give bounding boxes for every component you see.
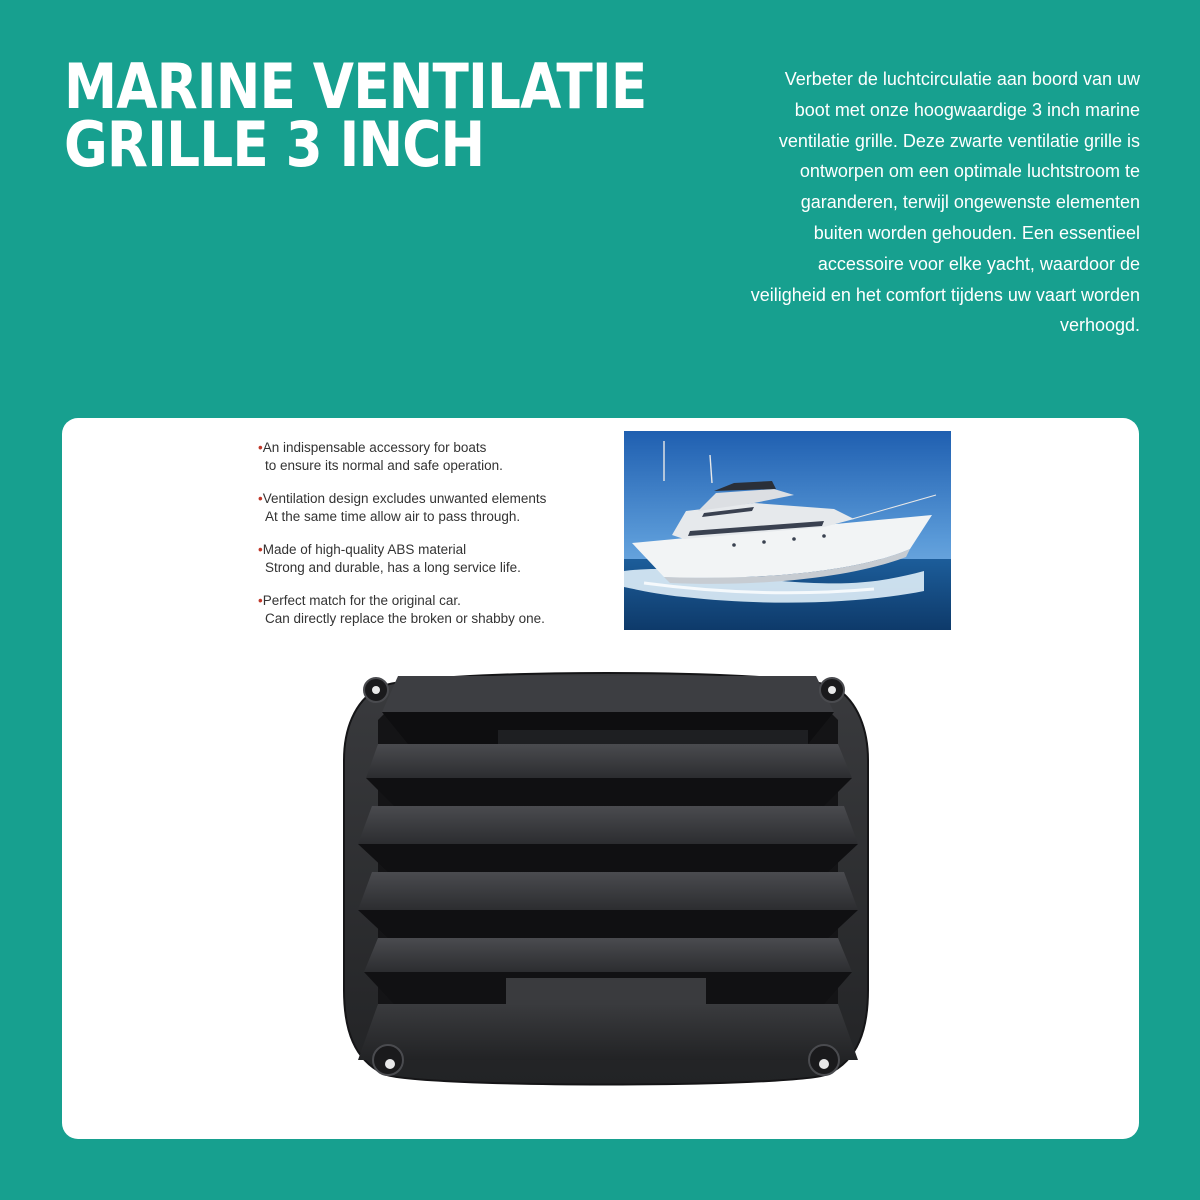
feature-line-1: An indispensable accessory for boats	[262, 440, 487, 455]
product-card	[62, 418, 1139, 1139]
feature-line-1: Perfect match for the original car.	[262, 593, 461, 608]
vent-grille-photo	[338, 660, 874, 1092]
feature-line-2: At the same time allow air to pass through.	[265, 509, 521, 524]
feature-line-1: Made of high-quality ABS material	[262, 542, 467, 557]
title-line-1: MARINE VENTILATIE	[64, 50, 647, 123]
feature-item	[258, 490, 618, 526]
yacht-photo	[624, 431, 951, 630]
bullet-icon: •	[258, 440, 263, 455]
feature-item	[258, 592, 618, 628]
product-description: Verbeter de luchtcirculatie aan boord van uw boot met onze hoogwaardige 3 inch marine ventilatie grille. Deze zwarte ventilatie grille is ontworpen om een optimale luchtstroom te garanderen, terwijl ongewenste elementen buiten worden gehouden. Een essentieel accessoire voor elke yacht, waardoor de veiligheid en het comfort tijdens uw vaart worden verhoogd.	[750, 69, 1140, 336]
title-line-2: GRILLE 3 INCH	[64, 108, 485, 181]
bullet-icon: •	[258, 542, 263, 557]
bullet-icon: •	[258, 593, 263, 608]
feature-line-2: Can directly replace the broken or shabby one.	[265, 611, 545, 626]
feature-line-2: Strong and durable, has a long service life.	[265, 560, 521, 575]
page-title	[64, 50, 647, 181]
feature-list	[258, 439, 618, 643]
feature-item	[258, 439, 618, 475]
bullet-icon: •	[258, 491, 263, 506]
feature-line-1: Ventilation design excludes unwanted elements	[262, 491, 547, 506]
feature-item	[258, 541, 618, 577]
feature-line-2: to ensure its normal and safe operation.	[265, 458, 503, 473]
